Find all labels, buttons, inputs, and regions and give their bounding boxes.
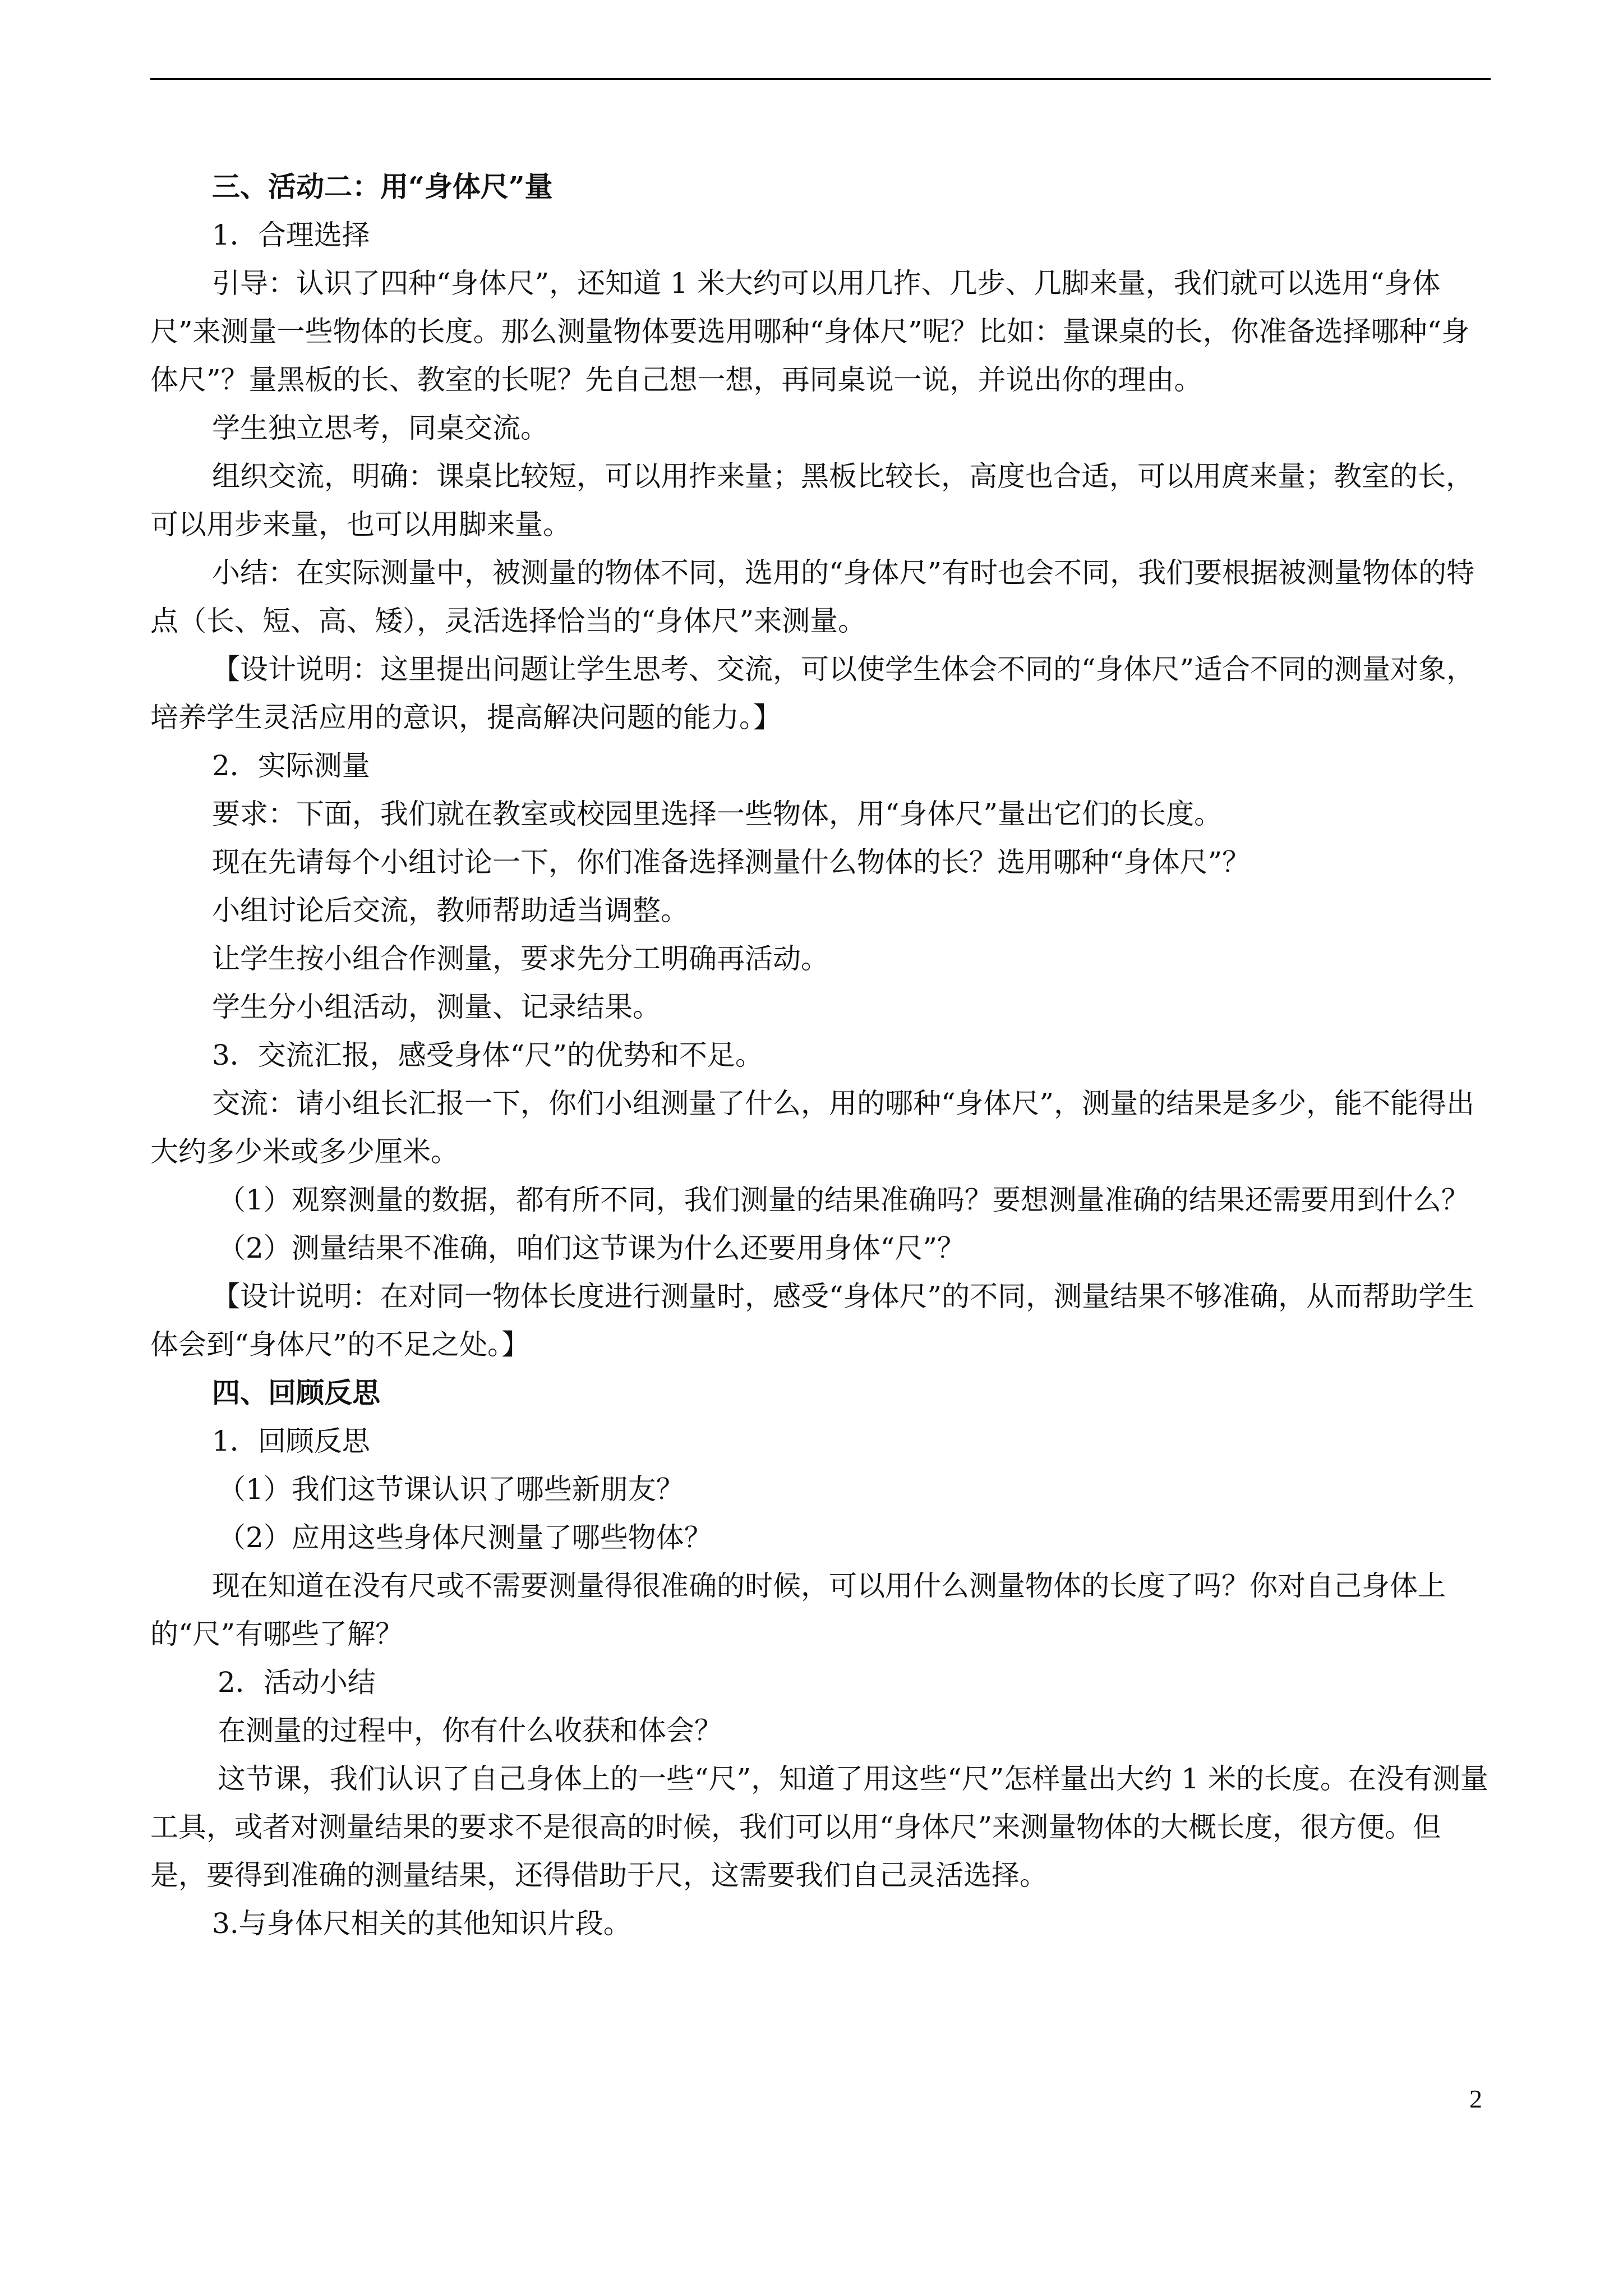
paragraph-related-knowledge: 3.与身体尺相关的其他知识片段。	[212, 1907, 631, 1940]
paragraph-organize-exchange: 组织交流，明确：课桌比较短，可以用拃来量；黑板比较长，高度也合适，可以用庹来量；教室的长，可以用步来量，也可以用脚来量。	[150, 460, 1474, 541]
paragraph-group-activity: 学生分小组活动，测量、记录结果。	[212, 991, 661, 1023]
paragraph-design-note-2: 【设计说明：在对同一物体长度进行测量时，感受“身体尺”的不同，测量结果不够准确，从而帮助学生体会到“身体尺”的不足之处。】	[150, 1280, 1475, 1361]
paragraph-group-discussion: 现在先请每个小组讨论一下，你们准备选择测量什么物体的长？选用哪种“身体尺”？	[212, 846, 1251, 878]
paragraph-lesson-summary: 这节课，我们认识了自己身体上的一些“尺”，知道了用这些“尺”怎样量出大约 1 米的长度。在没有测量工具，或者对测量结果的要求不是很高的时候，我们可以用“身体尺”来测量物体的大概长度，很方便。但是，要得到准确的测量结果，还得借助于尺，这需要我们自己灵活选择。	[150, 1763, 1488, 1892]
subheading-reasonable-choice: 1．合理选择	[212, 219, 370, 251]
subheading-report: 3．交流汇报，感受身体“尺”的优势和不足。	[212, 1039, 763, 1071]
question-new-friends: （1）我们这节课认识了哪些新朋友？	[218, 1473, 684, 1506]
subheading-review: 1．回顾反思	[212, 1425, 370, 1457]
subheading-actual-measurement: 2．实际测量	[212, 749, 370, 782]
section-heading-review: 四、回顾反思	[212, 1376, 380, 1409]
paragraph-guide: 引导：认识了四种“身体尺”，还知道 1 米大约可以用几拃、几步、几脚来量，我们就可以选用“身体尺”来测量一些物体的长度。那么测量物体要选用哪种“身体尺”呢？比如：量课桌的长，你准备选择哪种“身体尺”？量黑板的长、教室的长呢？先自己想一想，再同桌说一说，并说出你的理由。	[150, 267, 1470, 396]
paragraph-design-note-1: 【设计说明：这里提出问题让学生思考、交流，可以使学生体会不同的“身体尺”适合不同的测量对象，培养学生灵活应用的意识，提高解决问题的能力。】	[150, 653, 1475, 734]
question-objects-measured: （2）应用这些身体尺测量了哪些物体？	[218, 1521, 712, 1554]
paragraph-teacher-help: 小组讨论后交流，教师帮助适当调整。	[212, 894, 689, 927]
question-observe-data: （1）观察测量的数据，都有所不同，我们测量的结果准确吗？要想测量准确的结果还需要用到什么？	[218, 1184, 1469, 1216]
paragraph-exchange: 交流：请小组长汇报一下，你们小组测量了什么，用的哪种“身体尺”，测量的结果是多少，能不能得出大约多少米或多少厘米。	[150, 1087, 1475, 1168]
paragraph-gains: 在测量的过程中，你有什么收获和体会？	[218, 1714, 722, 1747]
subheading-activity-summary: 2．活动小结	[218, 1666, 376, 1699]
page-number: 2	[1469, 2085, 1482, 2113]
document-body	[150, 163, 1496, 1948]
paragraph-requirement: 要求：下面，我们就在教室或校园里选择一些物体，用“身体尺”量出它们的长度。	[212, 798, 1223, 830]
paragraph-group-cooperation: 让学生按小组合作测量，要求先分工明确再活动。	[212, 942, 829, 975]
header-rule	[150, 78, 1491, 80]
paragraph-reflection: 现在知道在没有尺或不需要测量得很准确的时候，可以用什么测量物体的长度了吗？你对自己身体上的“尺”有哪些了解？	[150, 1570, 1446, 1650]
paragraph-summary: 小结：在实际测量中，被测量的物体不同，选用的“身体尺”有时也会不同，我们要根据被测量物体的特点（长、短、高、矮），灵活选择恰当的“身体尺”来测量。	[150, 556, 1475, 637]
section-heading-activity-two: 三、活动二：用“身体尺”量	[212, 170, 553, 203]
question-why-body-ruler: （2）测量结果不准确，咱们这节课为什么还要用身体“尺”？	[218, 1232, 965, 1264]
paragraph-independent-thinking: 学生独立思考，同桌交流。	[212, 412, 548, 444]
